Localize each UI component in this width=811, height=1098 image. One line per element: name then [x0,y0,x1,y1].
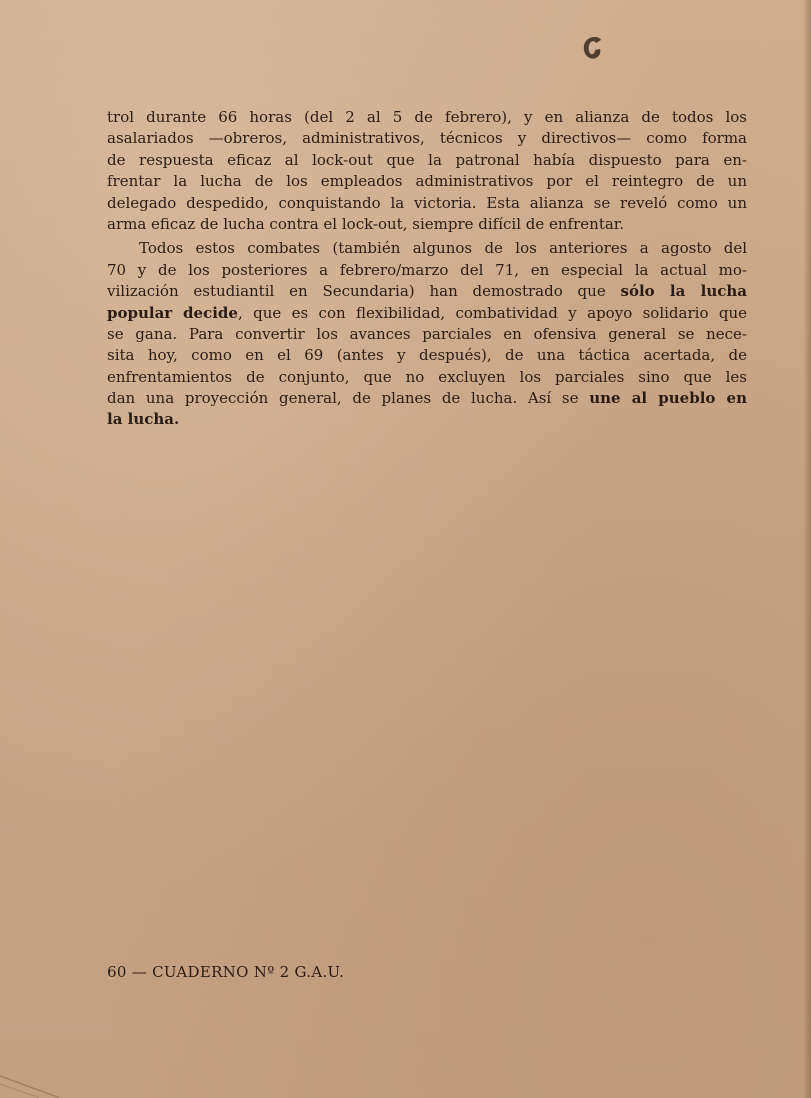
text-line [107,388,747,409]
text-line: frentar la lucha de los empleados administrativos por el reintegro de un [107,172,747,191]
page-edge-shadow [803,0,811,1098]
text-line [107,303,747,324]
bold-phrase: une al pueblo en [589,389,747,408]
text-line: 70 y de los posteriores a febrero/marzo del 71, en especial la actual mo- [107,260,747,279]
text-line: enfrentamientos de conjunto, que no excluyen los parciales sino que les [107,367,747,386]
bold-phrase: sólo la lucha [620,282,747,301]
text-line [107,281,747,302]
text-line [107,409,747,430]
page-footer: 60 — CUADERNO Nº 2 G.A.U. [107,963,345,981]
bold-phrase: la lucha. [107,410,180,429]
paragraph-2 [107,238,747,431]
text-segment: dan una proyección general, de planes de lucha. Así se [107,389,590,408]
paragraph-1 [107,107,747,235]
text-line: Todos estos combates (también algunos de los anteriores a agosto del [139,239,747,258]
text-line: trol durante 66 horas (del 2 al 5 de febrero), y en alianza de todos los [107,108,747,126]
bold-phrase: popular decide [107,303,238,322]
text-line: arma eficaz de lucha contra el lock-out, siempre difícil de enfrentar. [107,214,625,233]
ink-smudge-mark [581,34,603,62]
body-text [107,107,747,431]
text-line: se gana. Para convertir los avances parciales en ofensiva general se nece- [107,324,747,343]
page-corner-crease [0,1058,90,1098]
text-line: sita hoy, como en el 69 (antes y después), de una táctica acertada, de [107,346,747,365]
text-line: de respuesta eficaz al lock-out que la patronal había dispuesto para en- [107,150,747,169]
text-line: delegado despedido, conquistando la victoria. Esta alianza se reveló como un [107,193,747,212]
text-line: asalariados —obreros, administrativos, técnicos y directivos— como forma [107,129,747,148]
text-segment: vilización estudiantil en Secundaria) han demostrado que [107,282,621,301]
text-segment: , que es con flexibilidad, combatividad y apoyo solidario que [237,303,747,322]
